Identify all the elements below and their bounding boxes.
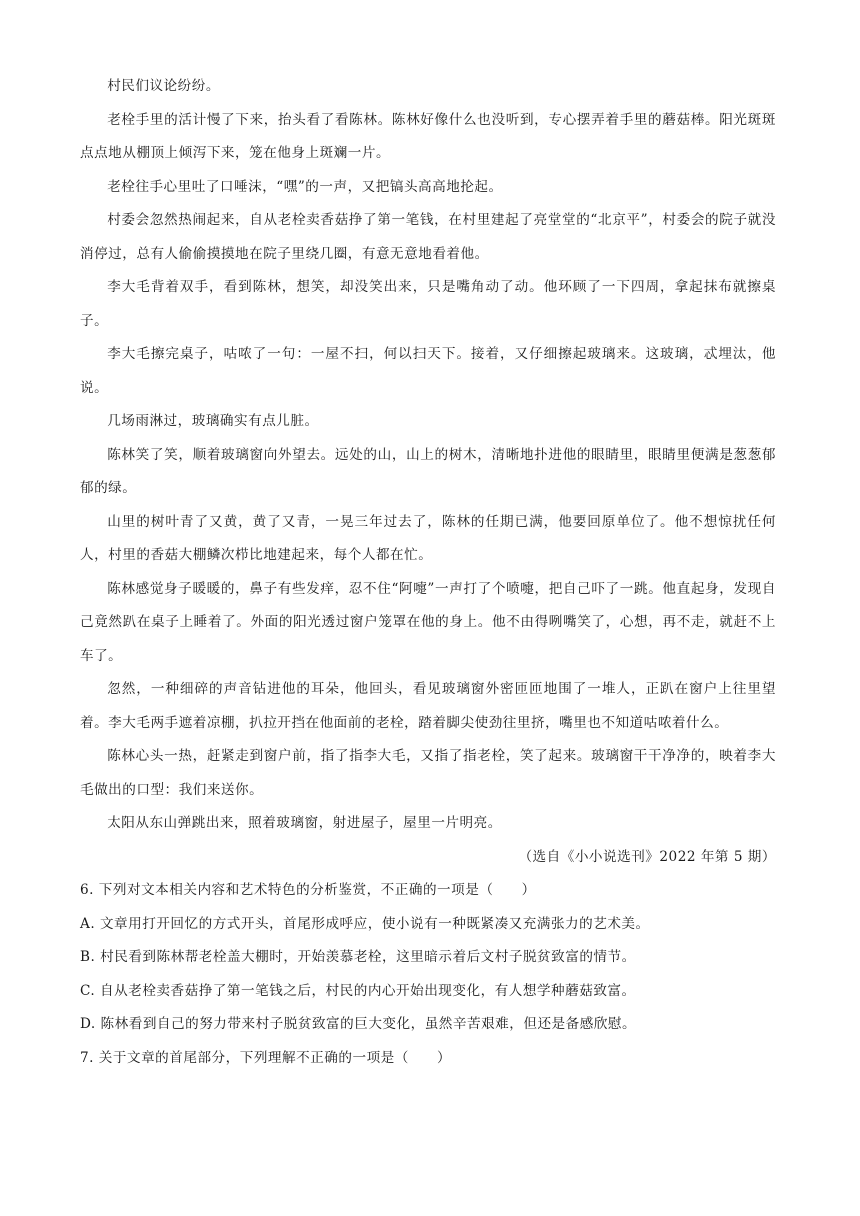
paragraph: 几场雨淋过，玻璃确实有点儿脏。 [107, 413, 319, 429]
paragraph: 陈林心头一热，赶紧走到窗户前，指了指李大毛，又指了指老栓，笑了起来。玻璃窗干干净净的，映着李大毛做出的口型：我们来送你。 [80, 748, 776, 798]
paragraph: 陈林感觉身子暖暖的，鼻子有些发痒，忍不住“阿嚏”一声打了个喷嚏，把自己吓了一跳。他直起身，发现自己竟然趴在桌子上睡着了。外面的阳光透过窗户笼罩在他的身上。他不由得咧嘴笑了，心想，再不走，就赶不上车了。 [80, 580, 776, 664]
paragraph: 李大毛背着双手，看到陈林，想笑，却没笑出来，只是嘴角动了动。他环顾了一下四周，拿起抹布就擦桌子。 [80, 279, 776, 329]
paragraph: 村民们议论纷纷。 [107, 78, 220, 94]
paragraph: 太阳从东山弹跳出来，照着玻璃窗，射进屋子，屋里一片明亮。 [107, 815, 502, 831]
paragraph: 村委会忽然热闹起来，自从老栓卖香菇挣了第一笔钱，在村里建起了亮堂堂的“北京平”，村委会的院子就没消停过，总有人偷偷摸摸地在院子里绕几圈，有意无意地看着他。 [80, 212, 776, 262]
paragraph: 老栓往手心里吐了口唾沫，“嘿”的一声，又把镐头高高地抡起。 [107, 178, 503, 195]
paragraph: 陈林笑了笑，顺着玻璃窗向外望去。远处的山，山上的树木，清晰地扑进他的眼睛里，眼睛里便满是葱葱郁郁的绿。 [80, 446, 776, 496]
question-6-option-d: D. 陈林看到自己的努力带来村子脱贫致富的巨大变化，虽然辛苦艰难，但还是备感欣慰。 [80, 1016, 637, 1032]
question-6-option-b: B. 村民看到陈林帮老栓盖大棚时，开始羡慕老栓，这里暗示着后文村子脱贫致富的情节。 [80, 949, 636, 965]
paragraph: 老栓手里的活计慢了下来，抬头看了看陈林。陈林好像什么也没听到，专心摆弄着手里的蘑菇棒。阳光斑斑点点地从棚顶上倾泻下来，笼在他身上斑斓一片。 [80, 111, 776, 161]
question-6-option-c: C. 自从老栓卖香菇挣了第一笔钱之后，村民的内心开始出现变化，有人想学种蘑菇致富。 [80, 982, 636, 999]
source-citation: （选自《小小说选刊》2022 年第 5 期） [518, 848, 776, 865]
article-body [80, 70, 776, 1075]
question-7-stem: 7. 关于文章的首尾部分，下列理解不正确的一项是（ ） [80, 1049, 452, 1066]
question-6-option-a: A. 文章用打开回忆的方式开头，首尾形成呼应，使小说有一种既紧凑又充满张力的艺术美。 [80, 915, 650, 932]
paragraph: 李大毛擦完桌子，咕哝了一句：一屋不扫，何以扫天下。接着，又仔细擦起玻璃来。这玻璃，忒埋汰，他说。 [80, 346, 776, 396]
question-6-stem: 6. 下列对文本相关内容和艺术特色的分析鉴赏，不正确的一项是（ ） [80, 882, 536, 898]
paragraph: 忽然，一种细碎的声音钻进他的耳朵，他回头，看见玻璃窗外密匝匝地围了一堆人，正趴在窗户上往里望着。李大毛两手遮着凉棚，扒拉开挡在他面前的老栓，踏着脚尖使劲往里挤，嘴里也不知道咕哝着什么。 [80, 681, 776, 731]
paragraph: 山里的树叶青了又黄，黄了又青，一晃三年过去了，陈林的任期已满，他要回原单位了。他不想惊扰任何人，村里的香菇大棚鳞次栉比地建起来，每个人都在忙。 [80, 513, 776, 563]
